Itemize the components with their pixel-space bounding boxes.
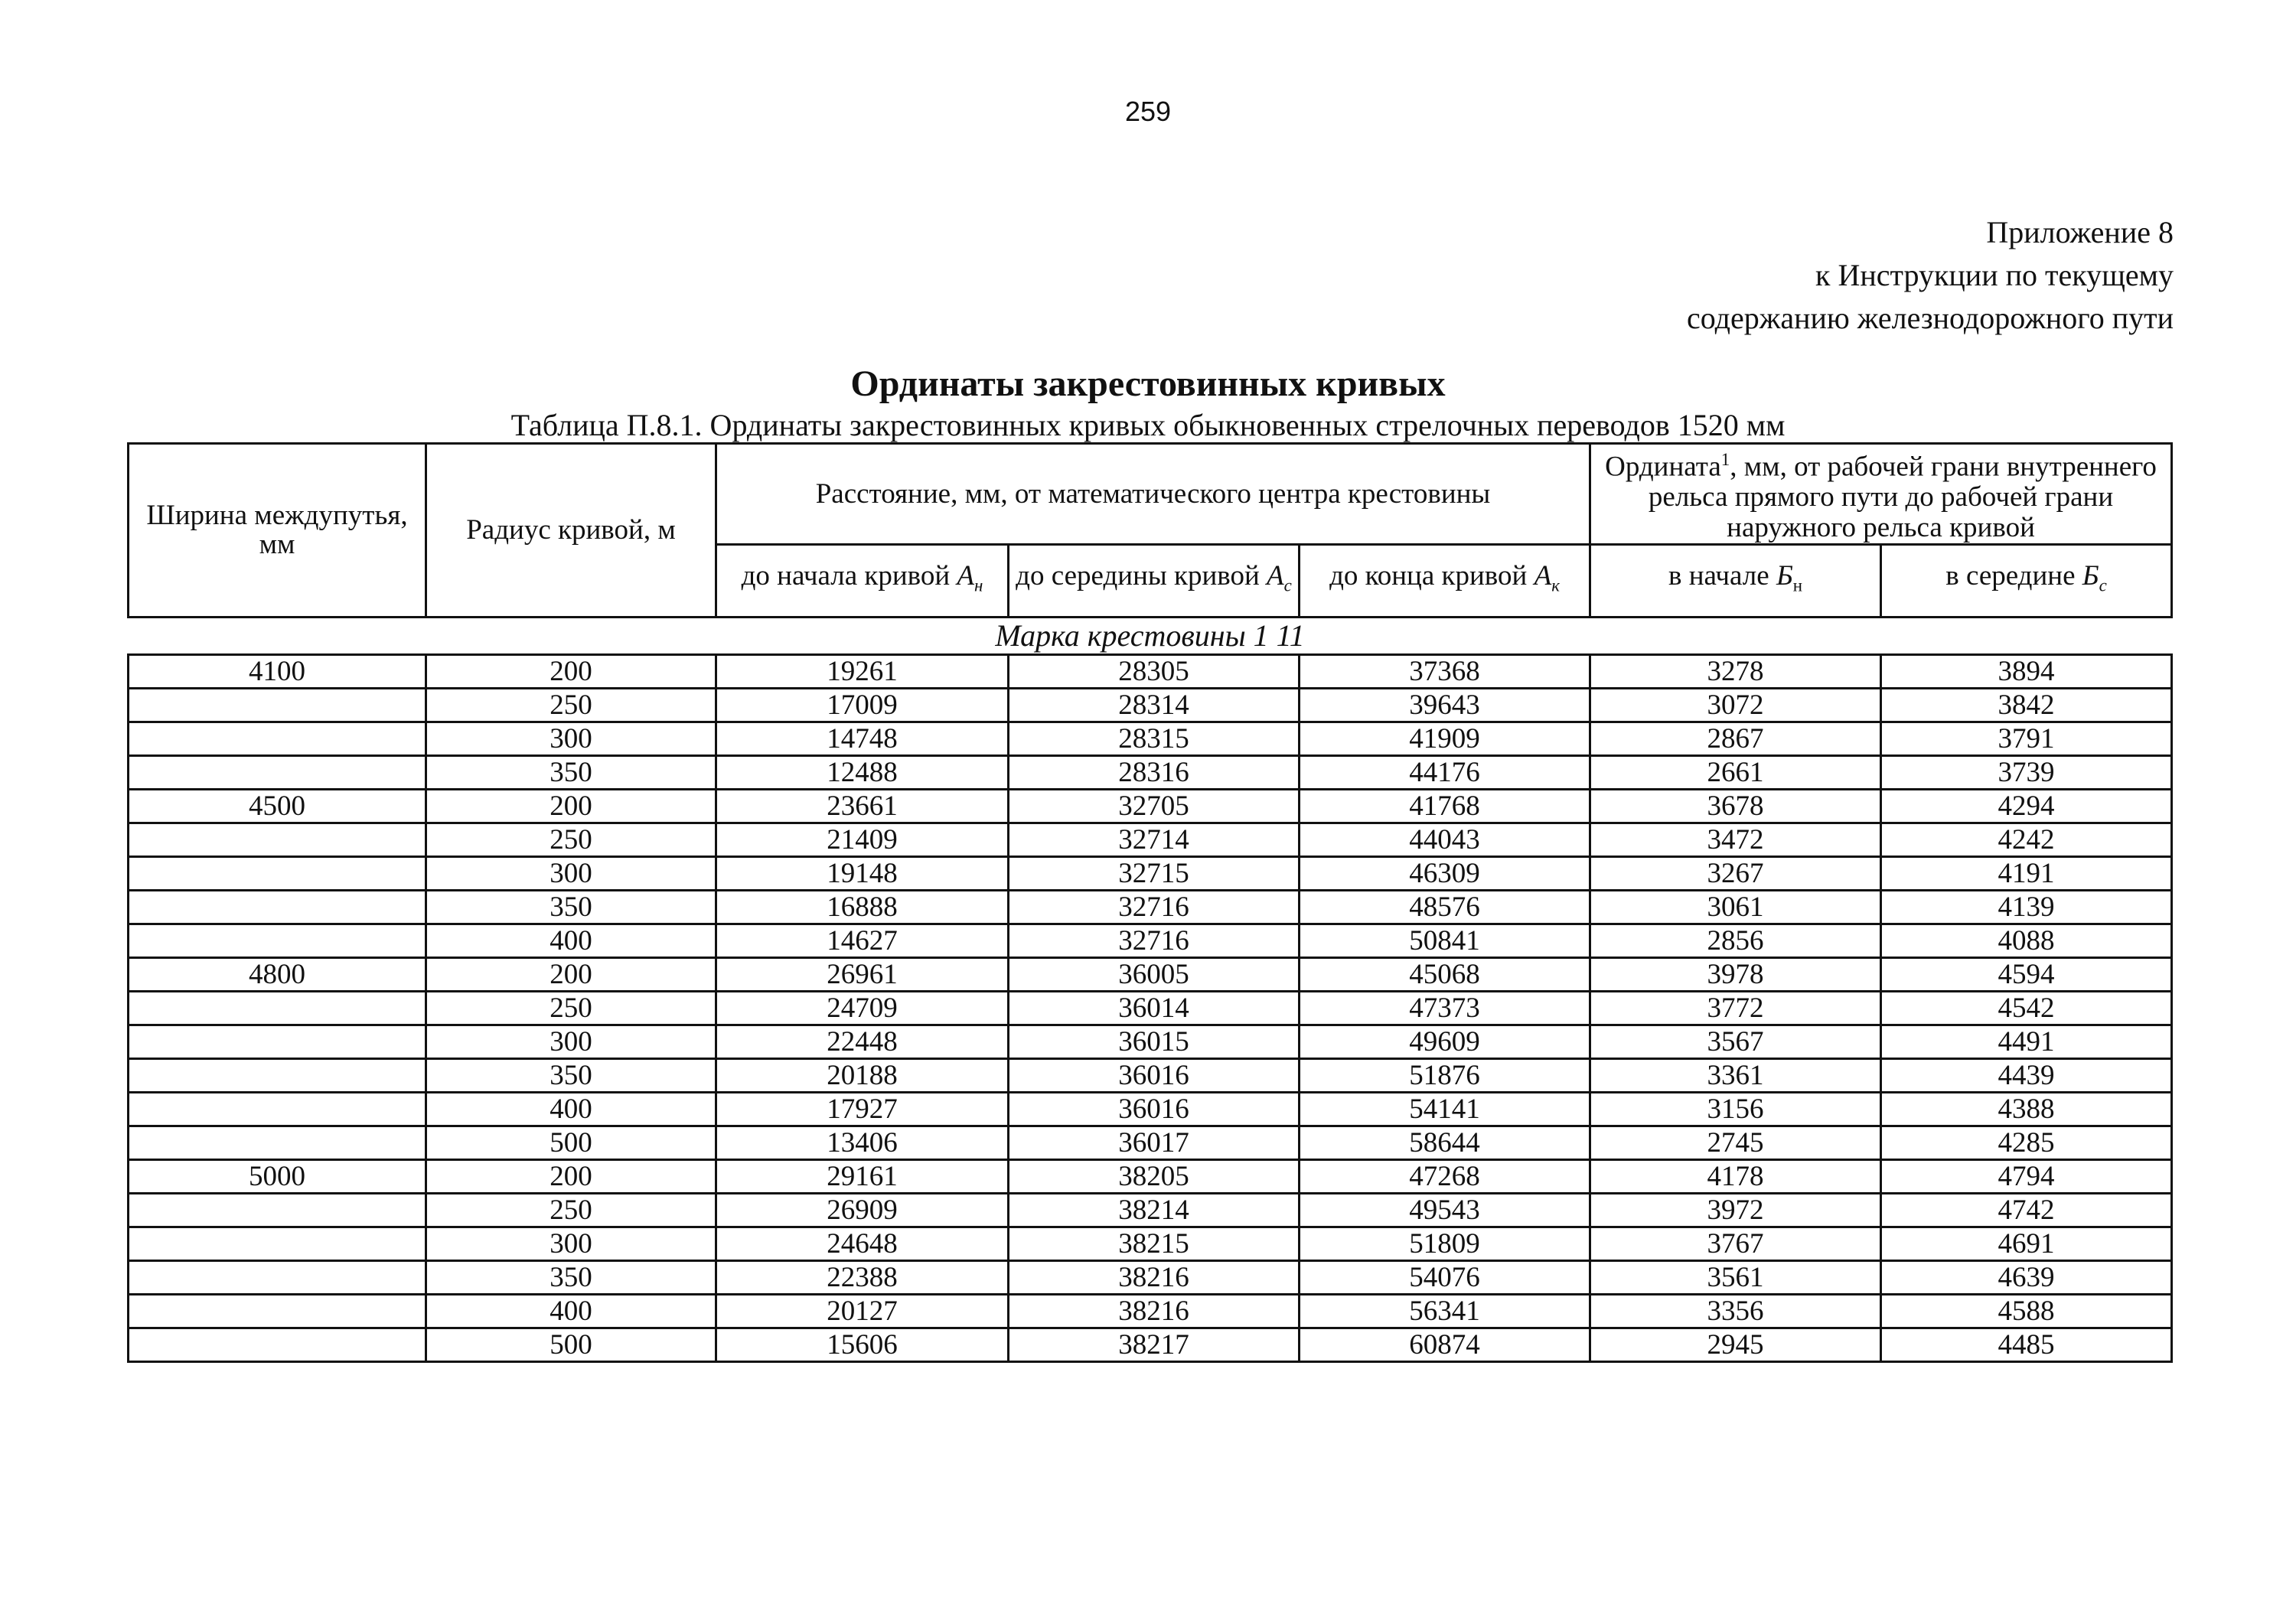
table-row [129,924,2172,958]
cell-radius: 400 [426,924,716,958]
ordinates-table [127,442,2173,1363]
header-middle-label: до середины кривой [1016,560,1267,592]
cell-ordinate-start: 2661 [1590,756,1881,790]
cell-distance-middle: 28316 [1009,756,1300,790]
cell-distance-end: 41909 [1300,722,1590,756]
header-track-spacing: Ширина междупутья, мм [129,444,426,618]
cell-distance-start: 29161 [716,1160,1009,1194]
footnote-marker: 1 [1720,450,1730,469]
cell-track-spacing: 4500 [129,790,426,823]
cell-distance-end: 48576 [1300,891,1590,924]
cell-distance-end: 58644 [1300,1126,1590,1160]
cell-distance-start: 14748 [716,722,1009,756]
cell-distance-middle: 38216 [1009,1261,1300,1295]
header-end-symbol: А [1534,560,1552,592]
header-start-sub: н [974,575,983,595]
cell-ordinate-middle: 4594 [1881,958,2172,992]
cell-distance-middle: 38216 [1009,1295,1300,1328]
cell-distance-start: 13406 [716,1126,1009,1160]
cell-radius: 500 [426,1126,716,1160]
cell-track-spacing [129,992,426,1025]
cell-ordinate-middle: 4242 [1881,823,2172,857]
table-row [129,1328,2172,1362]
cell-distance-start: 24648 [716,1227,1009,1261]
cell-radius: 400 [426,1295,716,1328]
appendix-line-3: содержанию железнодорожного пути [1686,301,2174,335]
cell-distance-start: 22388 [716,1261,1009,1295]
header-middle-symbol: А [1267,560,1284,592]
cell-distance-end: 49543 [1300,1194,1590,1227]
cell-ordinate-middle: 4285 [1881,1126,2172,1160]
cell-track-spacing [129,823,426,857]
cell-distance-middle: 38215 [1009,1227,1300,1261]
cell-distance-end: 44176 [1300,756,1590,790]
header-ord-mid-symbol: Б [2082,560,2099,592]
table-row [129,1295,2172,1328]
cell-ordinate-start: 3072 [1590,689,1881,722]
cell-track-spacing: 4800 [129,958,426,992]
table-row [129,655,2172,689]
cell-track-spacing [129,722,426,756]
header-ord-start-symbol: Б [1776,560,1793,592]
table-row [129,1093,2172,1126]
cell-ordinate-start: 3061 [1590,891,1881,924]
appendix-line-2: к Инструкции по текущему [1815,258,2174,292]
cell-distance-end: 51876 [1300,1059,1590,1093]
cell-distance-middle: 38217 [1009,1328,1300,1362]
cell-distance-end: 47373 [1300,992,1590,1025]
cell-radius: 350 [426,891,716,924]
cell-track-spacing [129,891,426,924]
cell-ordinate-middle: 4742 [1881,1194,2172,1227]
header-ordinate-group [1590,444,2172,545]
header-end-sub: к [1551,575,1560,595]
cell-distance-middle: 36016 [1009,1059,1300,1093]
cell-ordinate-middle: 4639 [1881,1261,2172,1295]
table-row [129,1059,2172,1093]
cell-ordinate-start: 2856 [1590,924,1881,958]
table-row [129,689,2172,722]
table-row [129,756,2172,790]
header-ordinate-text: , мм, от рабочей грани внутреннего рельса прямого пути до рабочей грани наружного рельса кривой [1648,451,2157,544]
cell-ordinate-start: 2745 [1590,1126,1881,1160]
cell-distance-end: 54141 [1300,1093,1590,1126]
header-middle-sub: с [1283,575,1292,595]
cell-distance-end: 47268 [1300,1160,1590,1194]
table-row [129,1194,2172,1227]
cell-ordinate-middle: 3739 [1881,756,2172,790]
cell-ordinate-middle: 3842 [1881,689,2172,722]
cell-distance-start: 19148 [716,857,1009,891]
cell-distance-start: 20188 [716,1059,1009,1093]
cell-distance-start: 22448 [716,1025,1009,1059]
table-row [129,992,2172,1025]
cell-radius: 350 [426,1261,716,1295]
cell-distance-middle: 32714 [1009,823,1300,857]
cell-ordinate-middle: 4191 [1881,857,2172,891]
cell-distance-start: 14627 [716,924,1009,958]
cell-track-spacing [129,756,426,790]
cell-ordinate-start: 3356 [1590,1295,1881,1328]
cell-ordinate-start: 3561 [1590,1261,1881,1295]
cell-ordinate-middle: 4485 [1881,1328,2172,1362]
appendix-note [1687,211,2174,340]
table-row [129,1126,2172,1160]
cell-ordinate-middle: 4294 [1881,790,2172,823]
cell-distance-start: 15606 [716,1328,1009,1362]
cell-ordinate-start: 3767 [1590,1227,1881,1261]
cell-distance-end: 60874 [1300,1328,1590,1362]
cell-distance-end: 37368 [1300,655,1590,689]
cell-ordinate-middle: 4439 [1881,1059,2172,1093]
table-row [129,823,2172,857]
cell-ordinate-middle: 4542 [1881,992,2172,1025]
cell-distance-middle: 36017 [1009,1126,1300,1160]
cell-radius: 250 [426,1194,716,1227]
table-row [129,722,2172,756]
table-row [129,1025,2172,1059]
cell-ordinate-start: 3361 [1590,1059,1881,1093]
cell-radius: 300 [426,857,716,891]
header-ordinate-middle [1881,545,2172,618]
cell-ordinate-middle: 4794 [1881,1160,2172,1194]
table-row [129,891,2172,924]
cell-ordinate-start: 3678 [1590,790,1881,823]
cell-ordinate-middle: 4491 [1881,1025,2172,1059]
cell-ordinate-start: 3567 [1590,1025,1881,1059]
cell-radius: 250 [426,823,716,857]
cell-distance-middle: 36014 [1009,992,1300,1025]
appendix-line-1: Приложение 8 [1986,215,2174,249]
cell-distance-middle: 32705 [1009,790,1300,823]
cell-track-spacing [129,1261,426,1295]
cell-ordinate-start: 3156 [1590,1093,1881,1126]
cell-distance-middle: 36016 [1009,1093,1300,1126]
header-start-symbol: А [957,560,975,592]
cell-distance-start: 26909 [716,1194,1009,1227]
cell-distance-start: 16888 [716,891,1009,924]
cell-track-spacing [129,689,426,722]
cell-distance-middle: 32715 [1009,857,1300,891]
cell-track-spacing [129,1126,426,1160]
cell-radius: 300 [426,722,716,756]
cell-radius: 200 [426,958,716,992]
cell-radius: 350 [426,1059,716,1093]
cell-track-spacing [129,1328,426,1362]
cell-distance-middle: 32716 [1009,891,1300,924]
cell-ordinate-start: 2867 [1590,722,1881,756]
section-label: Марка крестовины 1 11 [129,618,2172,655]
table-caption: Таблица П.8.1. Ординаты закрестовинных кривых обыкновенных стрелочных переводов 1520 мм [510,408,1786,442]
cell-radius: 400 [426,1093,716,1126]
page-number: 259 [1124,96,1172,127]
cell-radius: 200 [426,790,716,823]
header-middle-of-curve [1009,545,1300,618]
cell-track-spacing: 5000 [129,1160,426,1194]
cell-radius: 500 [426,1328,716,1362]
cell-distance-end: 41768 [1300,790,1590,823]
header-ordinate-start [1590,545,1881,618]
cell-ordinate-start: 3472 [1590,823,1881,857]
header-start-label: до начала кривой [741,560,957,592]
cell-ordinate-middle: 3791 [1881,722,2172,756]
cell-distance-start: 20127 [716,1295,1009,1328]
cell-track-spacing [129,1227,426,1261]
section-row [129,618,2172,655]
cell-radius: 250 [426,689,716,722]
cell-ordinate-start: 3278 [1590,655,1881,689]
cell-ordinate-start: 3772 [1590,992,1881,1025]
cell-distance-end: 54076 [1300,1261,1590,1295]
cell-track-spacing [129,1025,426,1059]
cell-distance-start: 19261 [716,655,1009,689]
header-ordinate-label: Ордината [1605,451,1721,483]
cell-ordinate-start: 4178 [1590,1160,1881,1194]
header-ord-mid-label: в середине [1945,560,2082,592]
cell-radius: 350 [426,756,716,790]
cell-track-spacing: 4100 [129,655,426,689]
cell-distance-start: 21409 [716,823,1009,857]
header-distance-group: Расстояние, мм, от математического центра крестовины [716,444,1590,545]
cell-distance-end: 39643 [1300,689,1590,722]
cell-radius: 200 [426,655,716,689]
document-title: Ординаты закрестовинных кривых [850,363,1446,404]
cell-track-spacing [129,924,426,958]
cell-track-spacing [129,1194,426,1227]
header-ord-start-sub: н [1792,575,1803,595]
table-row [129,1160,2172,1194]
cell-ordinate-middle: 4088 [1881,924,2172,958]
header-ord-mid-sub: с [2099,575,2107,595]
cell-distance-end: 56341 [1300,1295,1590,1328]
cell-distance-start: 17009 [716,689,1009,722]
header-end-of-curve [1300,545,1590,618]
cell-distance-middle: 28315 [1009,722,1300,756]
cell-distance-end: 45068 [1300,958,1590,992]
cell-ordinate-start: 3972 [1590,1194,1881,1227]
cell-distance-end: 50841 [1300,924,1590,958]
cell-track-spacing [129,1295,426,1328]
cell-track-spacing [129,857,426,891]
cell-track-spacing [129,1093,426,1126]
cell-distance-end: 49609 [1300,1025,1590,1059]
cell-distance-middle: 28314 [1009,689,1300,722]
header-curve-radius: Радиус кривой, м [426,444,716,618]
cell-radius: 300 [426,1025,716,1059]
cell-ordinate-middle: 4139 [1881,891,2172,924]
cell-radius: 250 [426,992,716,1025]
header-start-of-curve [716,545,1009,618]
cell-distance-start: 23661 [716,790,1009,823]
cell-ordinate-middle: 4388 [1881,1093,2172,1126]
cell-distance-start: 24709 [716,992,1009,1025]
header-end-label: до конца кривой [1329,560,1534,592]
cell-distance-start: 12488 [716,756,1009,790]
cell-ordinate-middle: 3894 [1881,655,2172,689]
cell-ordinate-middle: 4691 [1881,1227,2172,1261]
cell-distance-middle: 38205 [1009,1160,1300,1194]
cell-track-spacing [129,1059,426,1093]
cell-distance-middle: 36015 [1009,1025,1300,1059]
table-row [129,1227,2172,1261]
cell-distance-end: 44043 [1300,823,1590,857]
table-row [129,790,2172,823]
cell-distance-end: 46309 [1300,857,1590,891]
cell-distance-start: 26961 [716,958,1009,992]
cell-distance-middle: 38214 [1009,1194,1300,1227]
cell-radius: 200 [426,1160,716,1194]
header-ord-start-label: в начале [1668,560,1776,592]
cell-ordinate-start: 3267 [1590,857,1881,891]
table-row [129,1261,2172,1295]
table-row [129,958,2172,992]
cell-ordinate-start: 2945 [1590,1328,1881,1362]
cell-radius: 300 [426,1227,716,1261]
cell-ordinate-middle: 4588 [1881,1295,2172,1328]
table-row [129,857,2172,891]
cell-distance-start: 17927 [716,1093,1009,1126]
cell-distance-end: 51809 [1300,1227,1590,1261]
cell-distance-middle: 36005 [1009,958,1300,992]
cell-distance-middle: 32716 [1009,924,1300,958]
cell-ordinate-start: 3978 [1590,958,1881,992]
cell-distance-middle: 28305 [1009,655,1300,689]
